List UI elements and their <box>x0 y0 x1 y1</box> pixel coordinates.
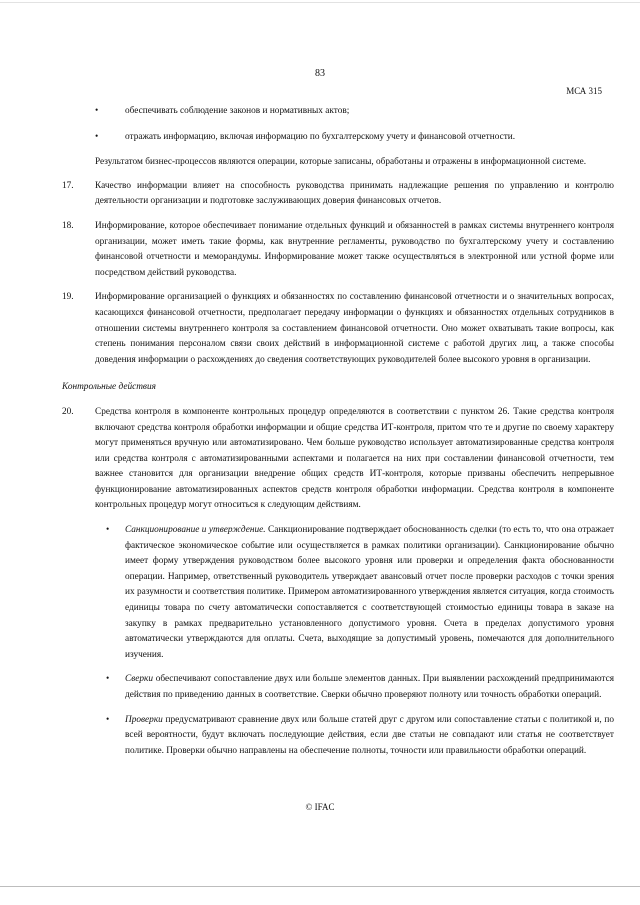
bullet-icon: • <box>106 714 110 725</box>
list-item <box>62 130 614 146</box>
footer-copyright: © IFAC <box>305 802 335 812</box>
paragraph-number: 20. <box>62 406 74 417</box>
result-paragraph: Результатом бизнес-процессов являются операции, которые записаны, обработаны и отражены в информационной системе. <box>95 157 587 168</box>
term: Проверки <box>125 714 163 725</box>
paragraph-text: Средства контроля в компоненте контрольных процедур определяются в соответствии с пунктом 26. Такие средства контроля включают средства контроля обработки информации и общие средства ИТ-контроля, притом что те и другие по своему характеру могут применяться вручную или автоматизировано. Чем больше руководство использует автоматизированные средства контроля или средства контроля с автоматизированными аспектами и полагается на них при составлении финансовой отчетности, тем важнее становится для организации внедрение общих средств ИТ-контроля, которые призваны обеспечить непрерывное функционирование автоматизированных аспектов средств контроля обработки информации. Средства контроля в компоненте контрольных процедур могут относиться к следующим действиям. <box>95 406 614 511</box>
term-description: обеспечивают сопоставление двух или больше элементов данных. При выявлении расхождений предпринимаются действия по приведению данных в соответствие. Сверки обычно проверяют полноту или точность обработки операций. <box>125 674 614 700</box>
document-code: МСА 315 <box>566 86 602 96</box>
paragraph-number: 18. <box>62 220 74 231</box>
paragraph-text: Информирование организацией о функциях и обязанностях по составлению финансовой отчетности и о значительных вопросах, касающихся финансовой отчетности, предполагает передачу информации о функциях и обязанностях отдельных сотрудников в отношении системы внутреннего контроля за составлением финансовой отчетности. Оно может охватывать такие вопросы, как степень понимания персоналом связи своих действий в информационной системе с работой других лиц, а также способы доведения информации о расхождениях до сведения соответствующих руководителей более высокого уровня в организации. <box>95 292 614 365</box>
bullet-icon: • <box>106 525 110 536</box>
paragraph-text: Информирование, которое обеспечивает понимание отдельных функций и обязанностей в рамках системы внутреннего контроля организации, может иметь такие формы, как внутренние регламенты, руководство по бухгалтерскому учету и составлению финансовой отчетности и меморандумы. Информирование может также осуществляться в электронной или устной форме или посредством действий руководства. <box>95 220 614 278</box>
paragraph-text: Качество информации влияет на способность руководства принимать надлежащие решения по управлению и контролю деятельности организации и подготовке заслуживающих доверия финансовых отчетов. <box>95 180 614 207</box>
list-item-text: обеспечивать соблюдение законов и нормативных актов; <box>125 106 350 116</box>
paragraph-18 <box>62 219 614 281</box>
page-body <box>62 104 614 768</box>
list-item-authorization <box>62 523 614 663</box>
term: Сверки <box>125 674 154 685</box>
list-item <box>62 104 614 120</box>
paragraph-number: 17. <box>62 180 74 191</box>
bullet-icon: • <box>95 106 99 116</box>
term: Санкционирование и утверждение. <box>125 525 266 536</box>
list-item-text: отражать информацию, включая информацию по бухгалтерскому учету и финансовой отчетности. <box>125 131 516 142</box>
term-description: Санкционирование подтверждает обоснованность сделки (то есть то, что она отражает фактическое экономическое событие или осуществляется в рамках политики организации). Санкционирование обычно имеет форму утверждения руководством более высокого уровня или проверки и определения факта обоснованности операции. Например, ответственный руководитель утверждает авансовый отчет после проверки расходов с точки зрения их разумности и соответствия политике. Примером автоматизированного утверждения является ситуация, когда стоимость единицы товара по счету автоматически сопоставляется с соответствующей стоимостью единицы товара в заказе на закупку в рамках предварительно установленного допустимого уровня. Счета в пределах допустимого уровня автоматически утверждаются для оплаты. Счета, выходящие за допустимый уровень, помечаются для дополнительного изучения. <box>125 525 615 660</box>
scan-edge-top <box>0 2 640 3</box>
section-heading: Контрольные действия <box>62 382 156 393</box>
list-item-verifications <box>62 713 614 760</box>
paragraph-number: 19. <box>62 292 74 303</box>
paragraph-17 <box>62 179 614 210</box>
term-description: предусматривают сравнение двух или больше статей друг с другом или сопоставление статьи с политикой и, по всей вероятности, будут включать последующие действия, если две статьи не совпадают или статья не соответствует политике. Проверки обычно направлены на обеспечение полноты, точности или правильности обработки операций. <box>125 714 614 756</box>
paragraph-19 <box>62 290 614 368</box>
paragraph-20 <box>62 405 614 514</box>
list-item-reconciliations <box>62 672 614 703</box>
scan-edge-bottom <box>0 886 640 887</box>
bullet-icon: • <box>106 674 110 685</box>
page-number: 83 <box>315 68 325 79</box>
bullet-icon: • <box>95 131 99 142</box>
